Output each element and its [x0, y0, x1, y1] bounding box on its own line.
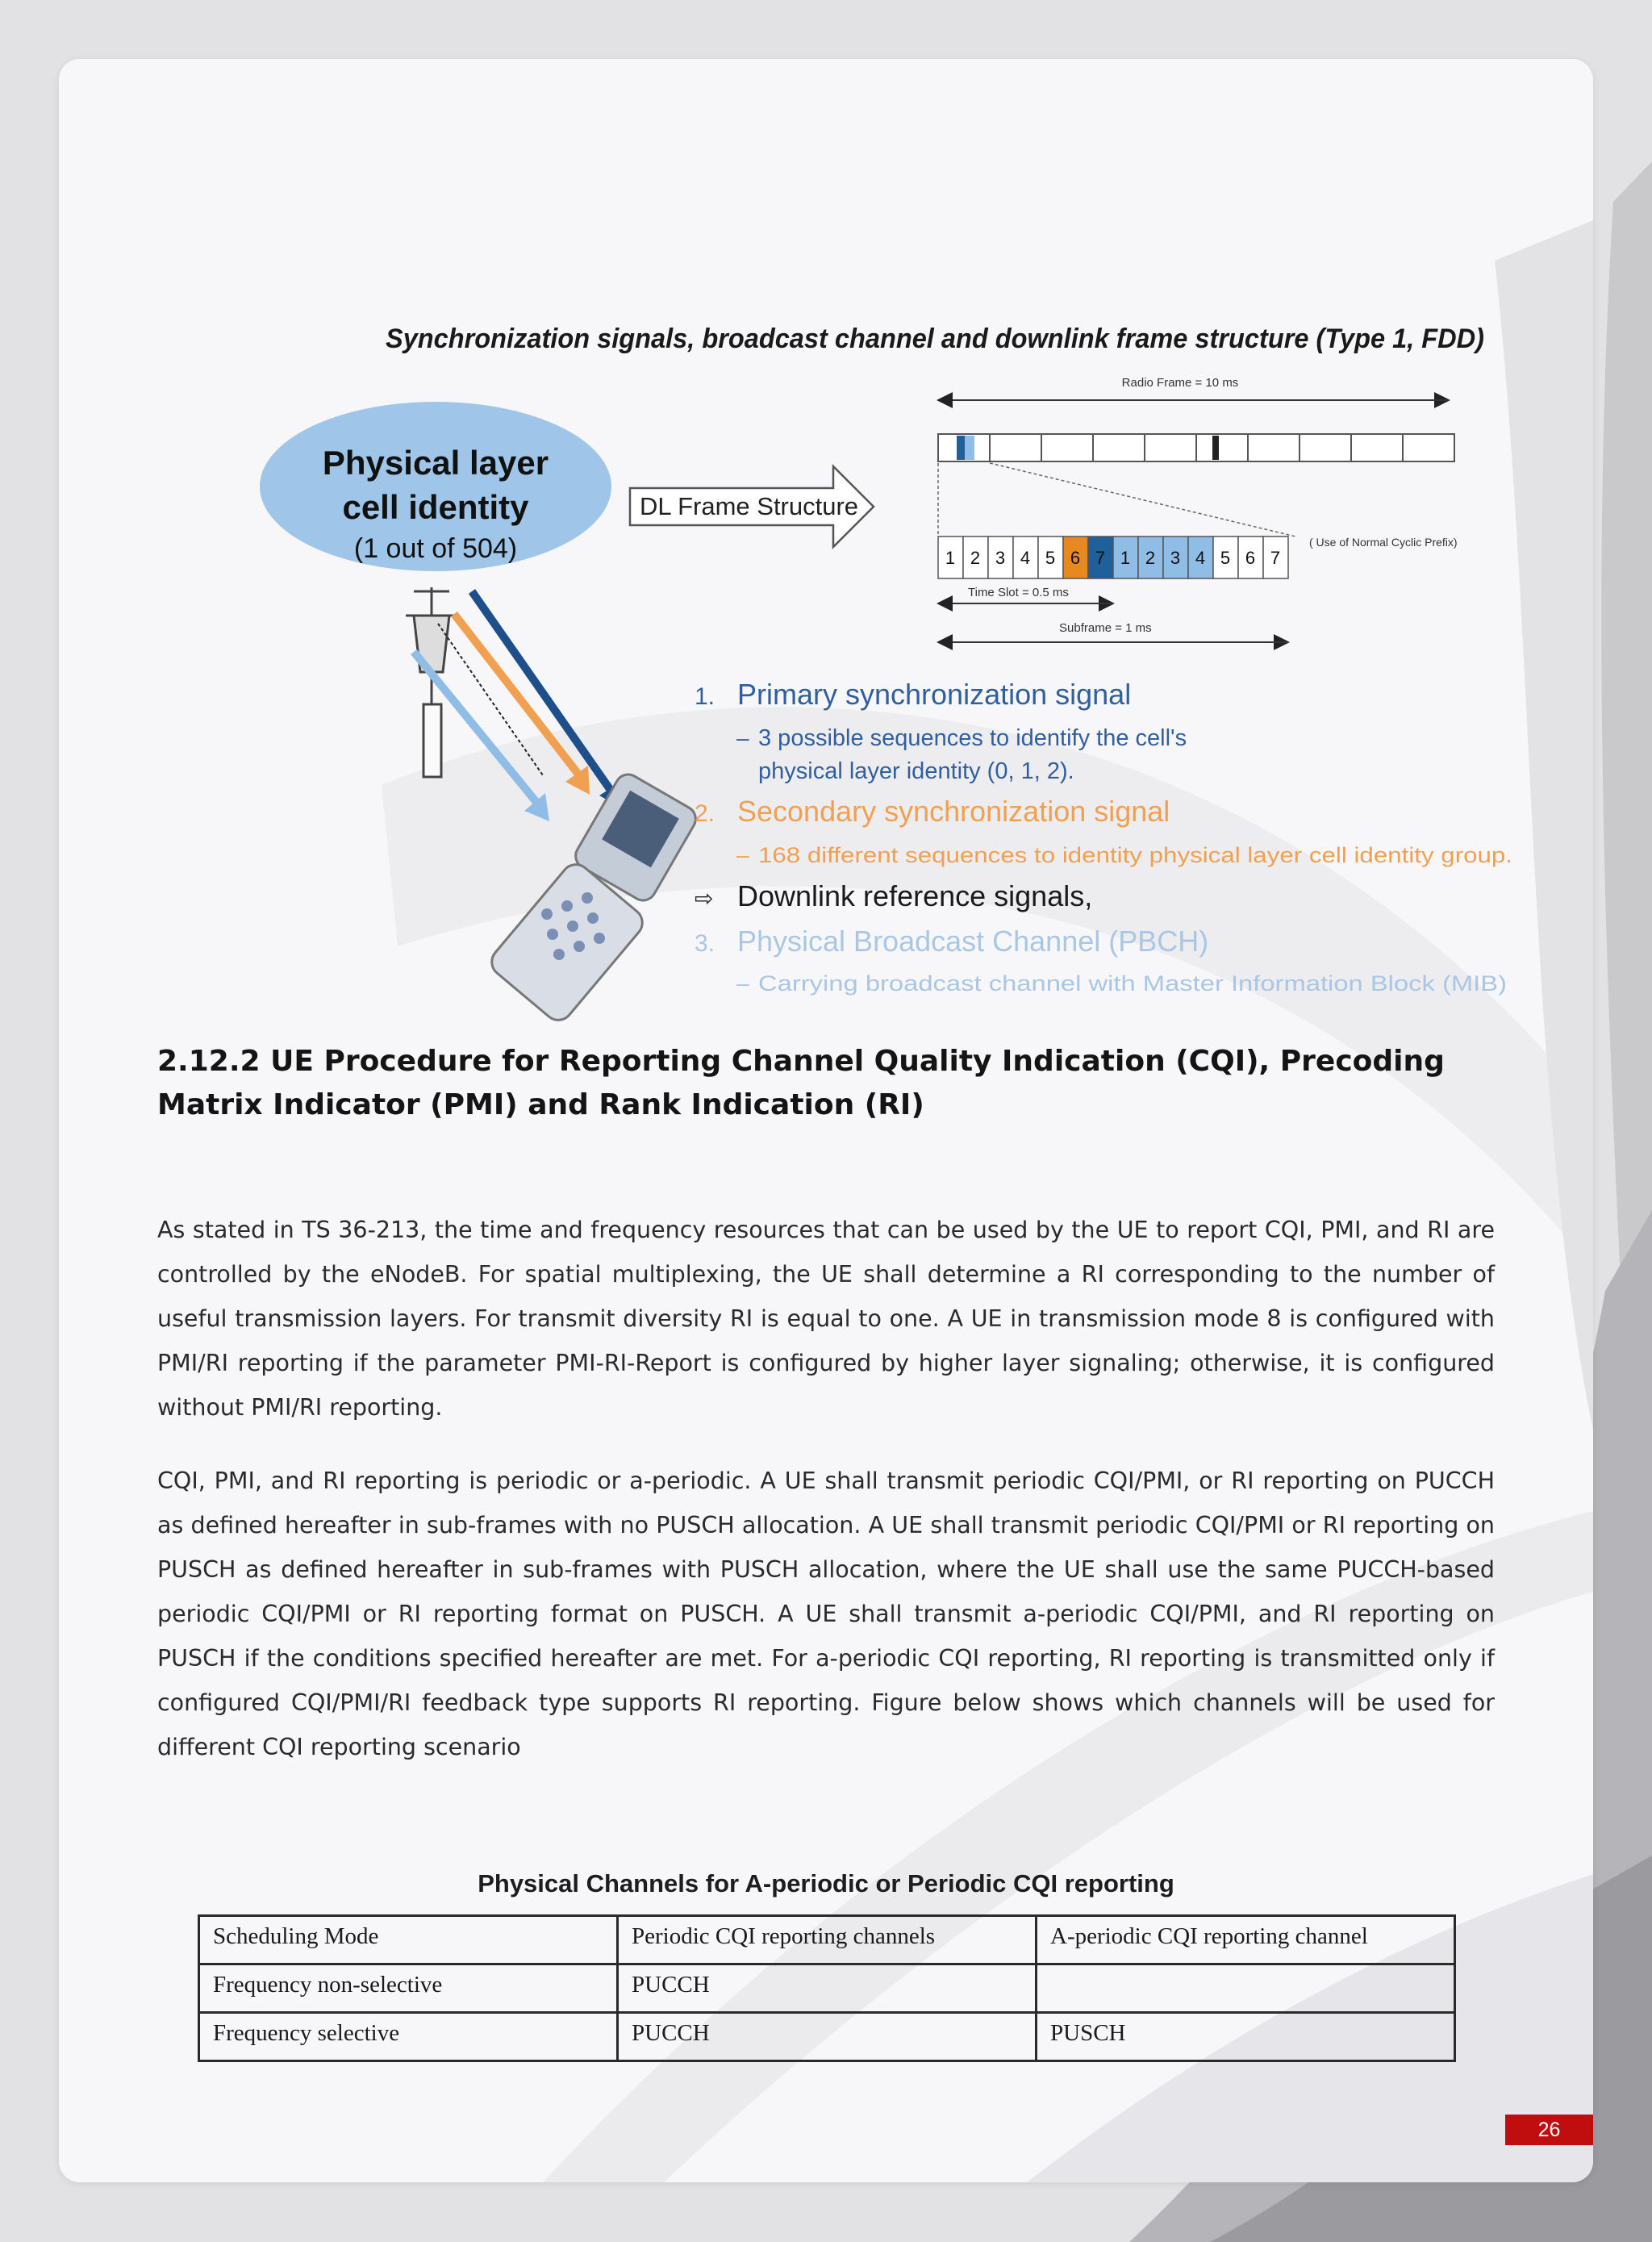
- arrow-bullet-icon: ⇨: [695, 886, 714, 911]
- sync-signals-diagram: [172, 236, 1535, 1035]
- slot-number: 3: [1170, 548, 1181, 568]
- dl-frame-arrow-label: DL Frame Structure: [640, 492, 859, 520]
- secondary-sync-desc: 168 different sequences to identity physical layer cell identity group.: [758, 843, 1512, 867]
- secondary-sync-title: Secondary synchronization signal: [737, 795, 1170, 828]
- table-header-cell: Periodic CQI reporting channels: [618, 1916, 1037, 1964]
- table-cell: PUSCH: [1037, 2013, 1455, 2061]
- table-header-cell: A-periodic CQI reporting channel: [1037, 1916, 1455, 1964]
- slot-number: 2: [970, 548, 981, 568]
- body-paragraph-2: CQI, PMI, and RI reporting is periodic or a-periodic. A UE shall transmit periodic CQI/PMI, or RI reporting on PUCCH as defined hereafter in sub-frames with no PUSCH allocation. A UE shall transmit periodic CQI/PMI or RI reporting on PUSCH as defined hereafter in sub-frames with PUSCH allocation, where the UE shall use the same PUCCH-based periodic CQI/PMI or RI reporting format on PUSCH. A UE shall transmit a-periodic CQI/PMI, and RI reporting on PUSCH if the conditions specified hereafter are met. For a-periodic CQI reporting, RI reporting is transmitted only if configured CQI/PMI/RI feedback type supports RI reporting. Figure below shows which channels will be used for different CQI reporting scenario: [157, 1468, 1495, 1760]
- diagram-title: Synchronization signals, broadcast channel and downlink frame structure (Type 1, FDD): [386, 324, 1484, 354]
- item-3-number: 3.: [695, 930, 715, 957]
- slot-number: 7: [1095, 548, 1106, 568]
- radio-frame-bar: [938, 434, 1454, 461]
- slot-number: 1: [1120, 548, 1131, 568]
- pbch-desc: Carrying broadcast channel with Master Information Block (MIB): [758, 971, 1507, 996]
- slot-number: 6: [1245, 548, 1256, 568]
- table-cell: Frequency selective: [199, 2013, 618, 2061]
- downlink-reference-signals: Downlink reference signals,: [737, 879, 1093, 912]
- slot-number: 2: [1145, 548, 1156, 568]
- pbch-title: Physical Broadcast Channel (PBCH): [737, 925, 1209, 958]
- body-paragraph-1: As stated in TS 36-213, the time and frequency resources that can be used by the UE to report CQI, PMI, and RI are controlled by the eNodeB. For spatial multiplexing, the UE shall determine a RI corresponding to the number of useful transmission layers. For transmit diversity RI is equal to one. A UE in transmission mode 8 is configured with PMI/RI reporting if the parameter PMI-RI-Report is configured by higher layer signaling; otherwise, it is configured without PMI/RI reporting.: [157, 1217, 1495, 1421]
- primary-sync-desc-1: 3 possible sequences to identify the cell's: [758, 725, 1187, 751]
- table-row: [199, 2013, 1455, 2061]
- bubble-line-1: Physical layer: [322, 444, 549, 482]
- antenna-tower-icon: [406, 587, 457, 777]
- slot-number: 7: [1270, 548, 1281, 568]
- cyclic-prefix-note: ( Use of Normal Cyclic Prefix): [1309, 536, 1458, 549]
- bubble-line-2: cell identity: [342, 488, 529, 526]
- mobile-phone-icon: [486, 770, 700, 1025]
- primary-dash: –: [736, 725, 749, 750]
- primary-sync-desc-2: physical layer identity (0, 1, 2).: [758, 758, 1074, 784]
- page-number: 26: [1505, 2115, 1593, 2145]
- time-slot-label: Time Slot = 0.5 ms: [968, 586, 1069, 599]
- slot-number: 4: [1020, 548, 1031, 568]
- table-header-cell: Scheduling Mode: [199, 1916, 618, 1964]
- table-header-row: [199, 1916, 1455, 1964]
- item-1-number: 1.: [695, 683, 715, 710]
- table-row: [199, 1964, 1455, 2013]
- radio-frame-label: Radio Frame = 10 ms: [1121, 376, 1239, 390]
- table-cell: Frequency non-selective: [199, 1964, 618, 2013]
- cqi-channels-table: [198, 1914, 1456, 2062]
- table-cell: PUCCH: [618, 2013, 1037, 2061]
- slot-number: 1: [945, 548, 956, 568]
- item-2-number: 2.: [695, 800, 715, 827]
- slot-number: 5: [1220, 548, 1231, 568]
- primary-sync-title: Primary synchronization signal: [737, 678, 1132, 711]
- slot-number: 5: [1045, 548, 1056, 568]
- table-title: Physical Channels for A-periodic or Periodic CQI reporting: [478, 1869, 1174, 1898]
- document-page: [59, 59, 1593, 2182]
- bubble-line-3: (1 out of 504): [353, 533, 518, 564]
- pbch-dash: –: [736, 971, 749, 996]
- table-cell: PUCCH: [618, 1964, 1037, 2013]
- subframe-label: Subframe = 1 ms: [1059, 621, 1152, 635]
- secondary-dash: –: [736, 842, 749, 867]
- slot-number: 6: [1070, 548, 1081, 568]
- slot-row: [938, 536, 1288, 578]
- slot-number: 4: [1195, 548, 1206, 568]
- section-heading: 2.12.2 UE Procedure for Reporting Channel Quality Indication (CQI), Precoding Matrix Indicator (PMI) and Rank Indication (RI): [157, 1045, 1445, 1121]
- table-cell: [1037, 1964, 1455, 2013]
- slot-number: 3: [995, 548, 1006, 568]
